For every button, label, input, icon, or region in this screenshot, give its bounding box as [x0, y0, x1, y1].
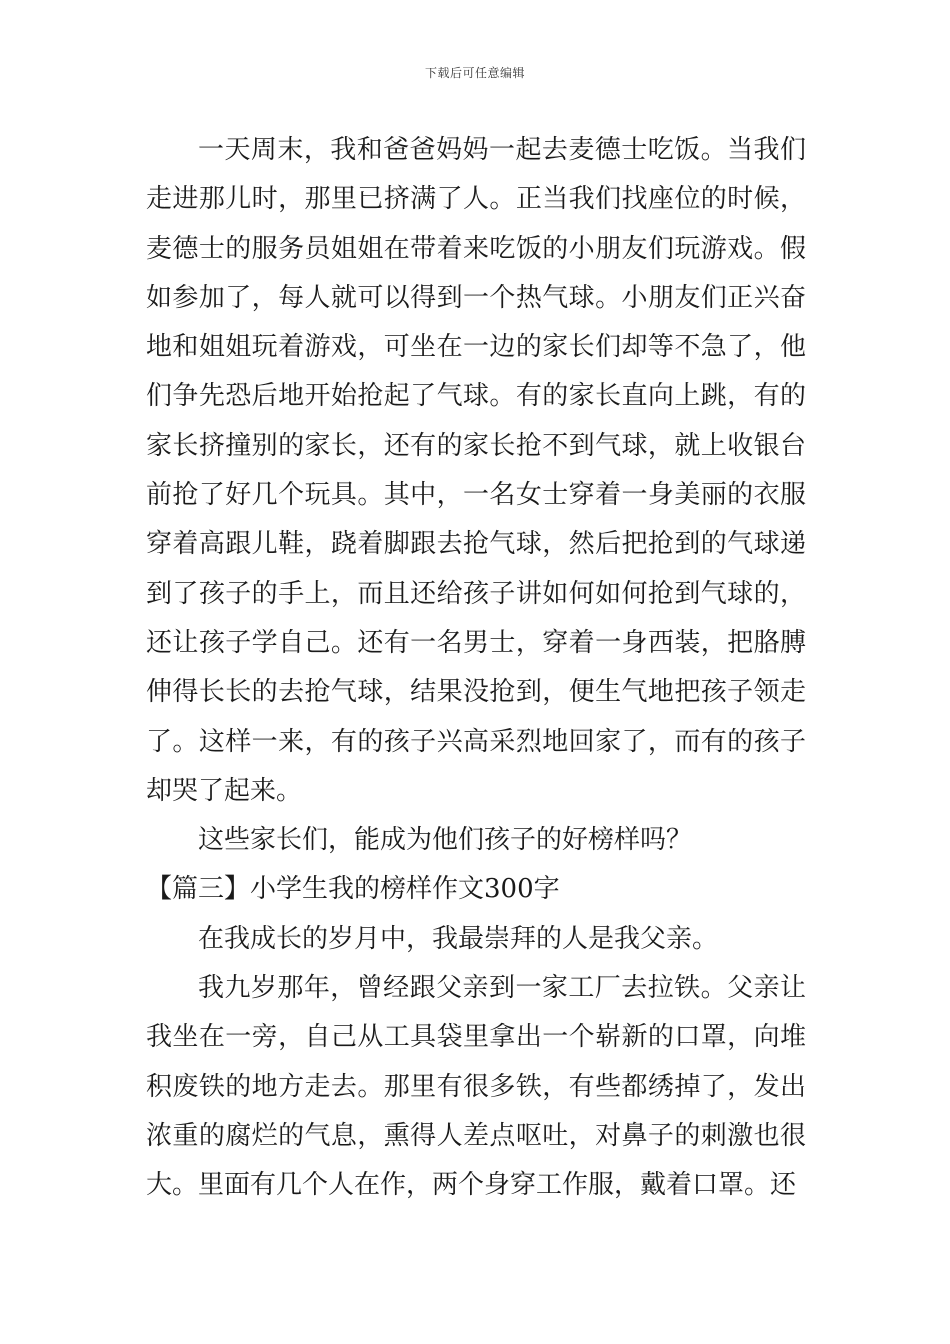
section-heading: 【篇三】小学生我的榜样作文300字 [146, 874, 560, 905]
page-header: 下载后可任意编辑 [424, 66, 525, 80]
paragraph-intro: 在我成长的岁月中，我最崇拜的人是我父亲。 [198, 923, 719, 954]
document-body [146, 126, 806, 1211]
paragraph-question: 这些家长们，能成为他们孩子的好榜样吗？ [198, 825, 693, 856]
paragraph-father: 我九岁那年，曾经跟父亲到一家工厂去拉铁。父亲让我坐在一旁，自己从工具袋里拿出一个崭新的口罩，向堆积废铁的地方走去。那里有很多铁，有些都绣掉了，发出浓重的腐烂的气息，熏得人差点呕吐，对鼻子的刺激也很大。里面有几个人在作，两个身穿工作服，戴着口罩。还 [146, 973, 806, 1201]
paragraph-story: 一天周末，我和爸爸妈妈一起去麦德士吃饭。当我们走进那儿时，那里已挤满了人。正当我们找座位的时候，麦德士的服务员姐姐在带着来吃饭的小朋友们玩游戏。假如参加了，每人就可以得到一个热气球。小朋友们正兴奋地和姐姐玩着游戏，可坐在一边的家长们却等不急了，他们争先恐后地开始抢起了气球。有的家长直向上跳，有的家长挤撞别的家长，还有的家长抢不到气球，就上收银台前抢了好几个玩具。其中，一名女士穿着一身美丽的衣服穿着高跟儿鞋，跷着脚跟去抢气球，然后把抢到的气球递到了孩子的手上，而且还给孩子讲如何如何抢到气球的，还让孩子学自己。还有一名男士，穿着一身西装，把胳膊伸得长长的去抢气球，结果没抢到，便生气地把孩子领走了。这样一来，有的孩子兴高采烈地回家了，而有的孩子却哭了起来。 [146, 135, 806, 806]
